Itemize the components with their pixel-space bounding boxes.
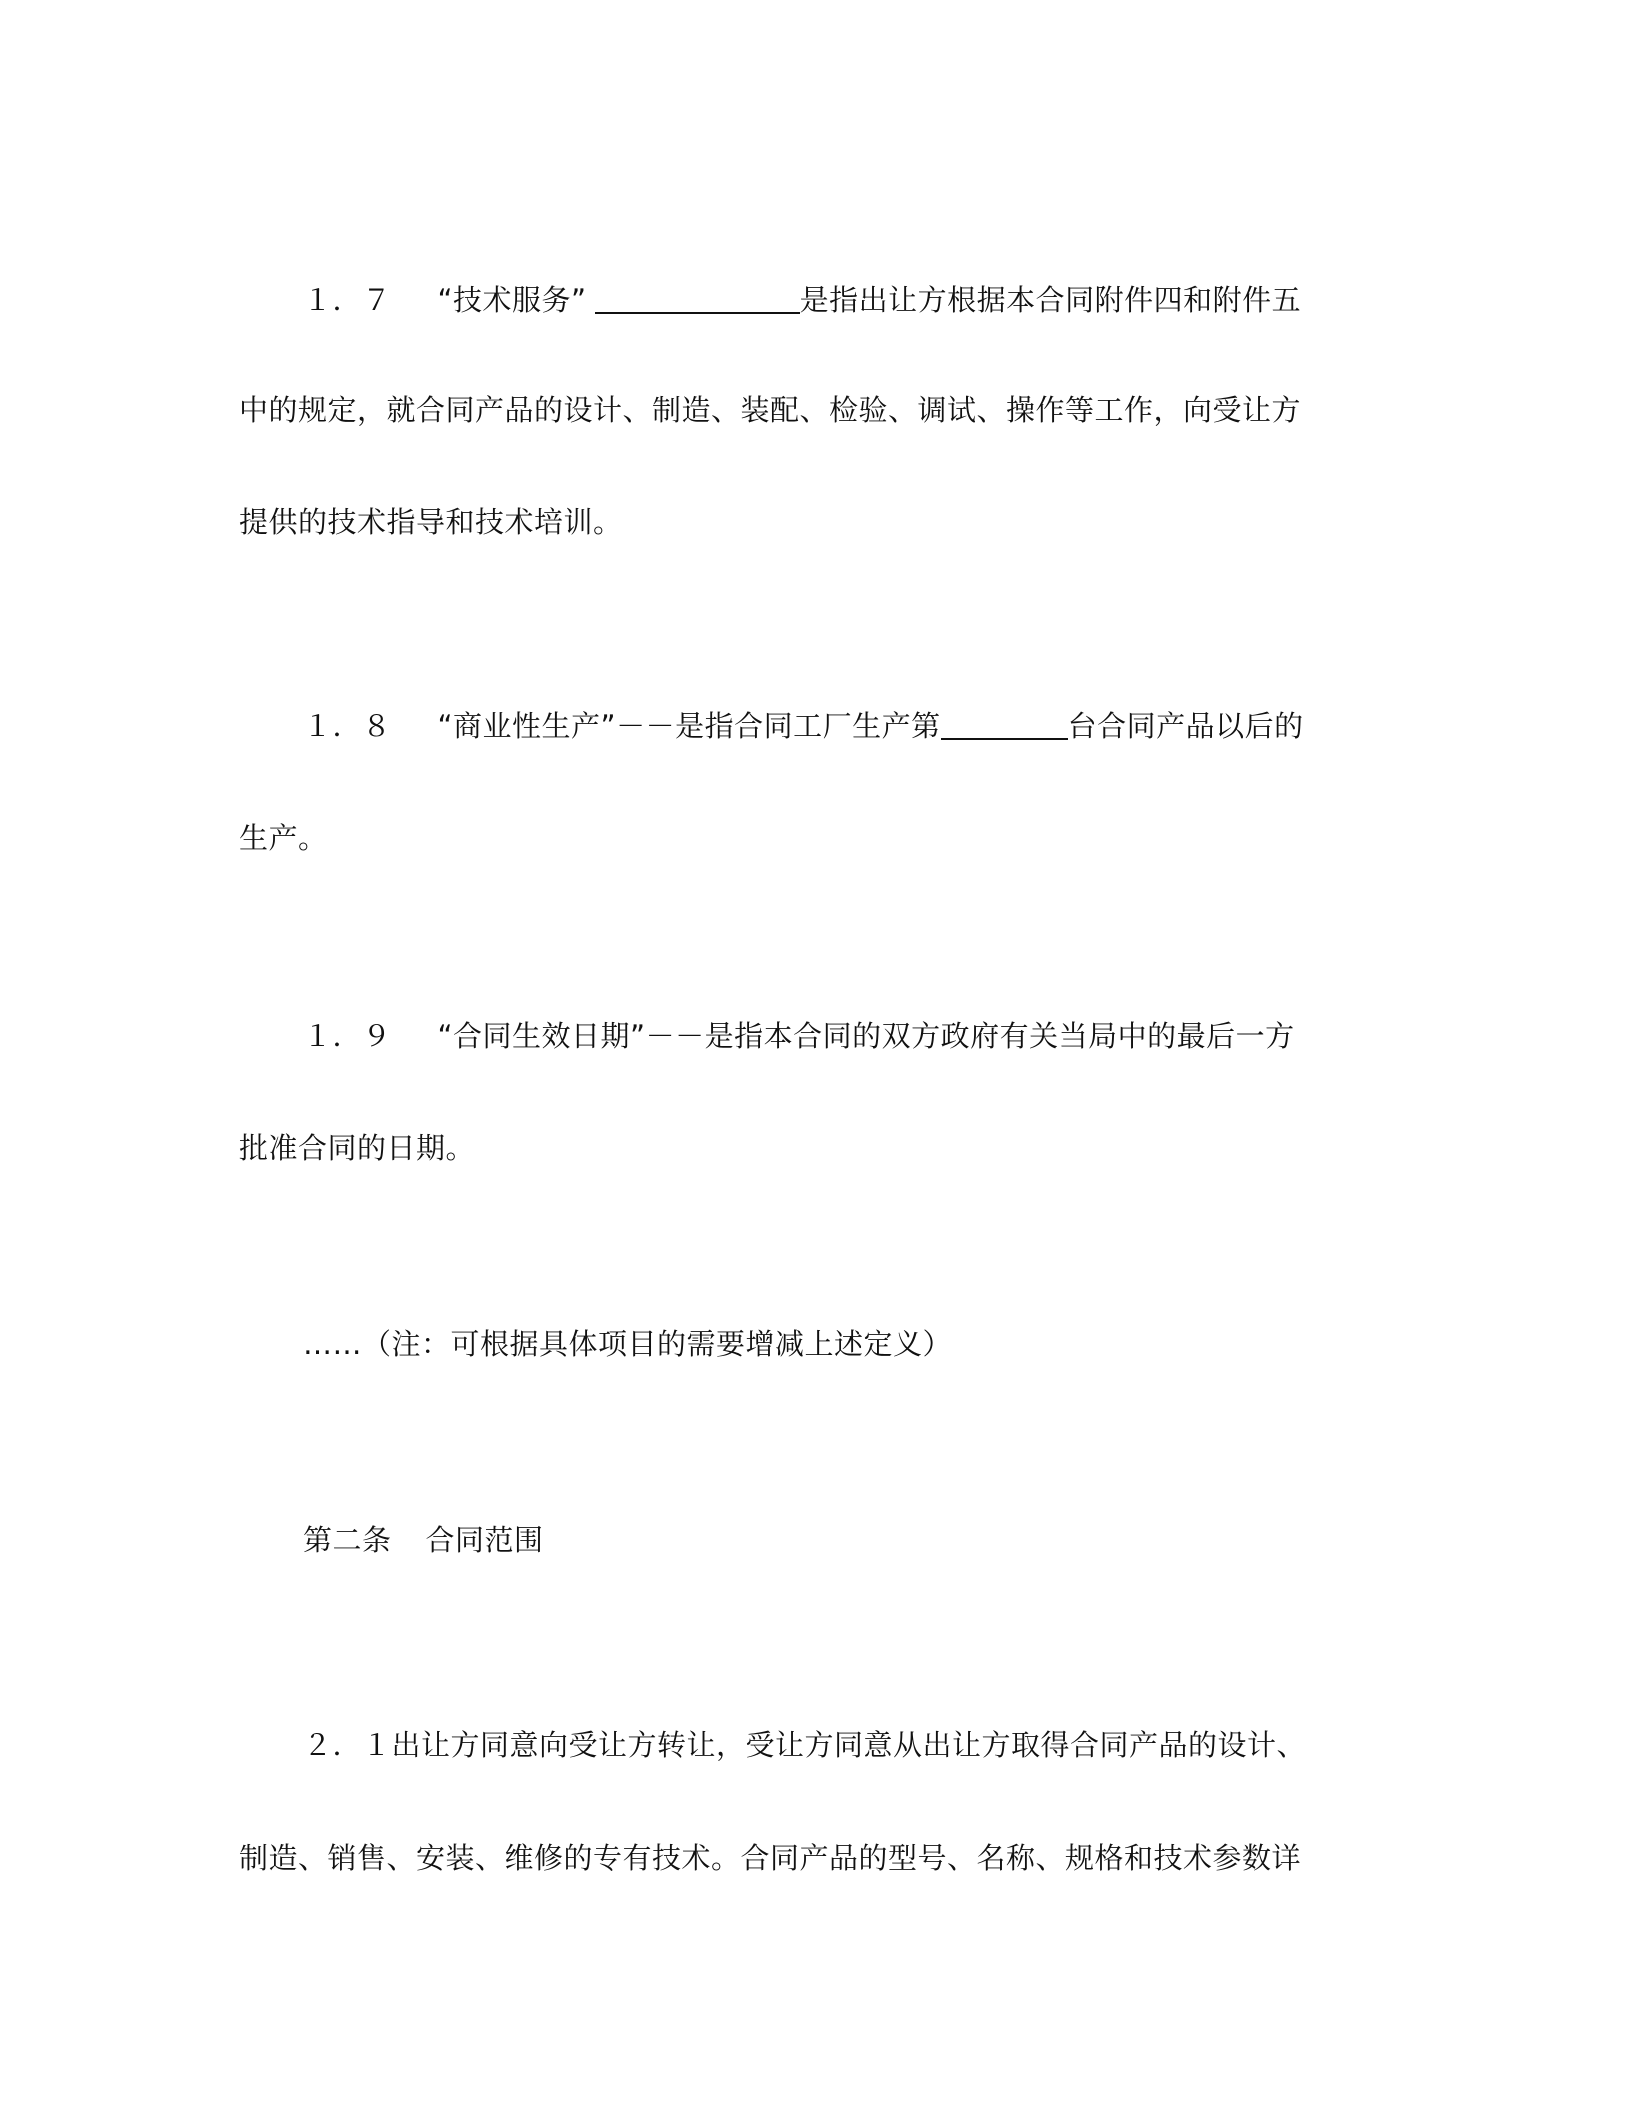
article-label: 第二条 xyxy=(303,1523,392,1557)
defined-term: “技术服务” xyxy=(437,283,587,317)
article-title: 合同范围 xyxy=(425,1523,544,1557)
clause-number: １．８ xyxy=(303,709,392,743)
fill-in-blank[interactable] xyxy=(941,708,1068,740)
clause-1-8-line-2: 生产。 xyxy=(239,821,328,855)
clause-number: １．９ xyxy=(303,1019,392,1053)
fill-in-blank[interactable] xyxy=(595,282,800,314)
clause-text: 是指出让方根据本合同附件四和附件五 xyxy=(799,283,1302,317)
clause-2-1-line-1: ２．１出让方同意向受让方转让，受让方同意从出让方取得合同产品的设计、 xyxy=(303,1728,1307,1762)
clause-text: “商业性生产”－－是指合同工厂生产第 xyxy=(437,709,941,743)
clause-1-7-line-1 xyxy=(303,280,1301,320)
clause-number: １．７ xyxy=(303,283,392,317)
clause-1-7-line-3: 提供的技术指导和技术培训。 xyxy=(239,505,623,539)
clause-1-8-line-1 xyxy=(303,706,1304,746)
clause-1-9-line-2: 批准合同的日期。 xyxy=(239,1131,476,1165)
clause-text: “合同生效日期”－－是指本合同的双方政府有关当局中的最后一方 xyxy=(437,1019,1295,1053)
article-heading xyxy=(303,1520,544,1560)
clause-text: 台合同产品以后的 xyxy=(1067,709,1304,743)
clause-2-1-line-2: 制造、销售、安装、维修的专有技术。合同产品的型号、名称、规格和技术参数详 xyxy=(239,1841,1302,1875)
clause-1-7-line-2: 中的规定，就合同产品的设计、制造、装配、检验、调试、操作等工作，向受让方 xyxy=(239,393,1302,427)
clause-1-9-line-1 xyxy=(303,1016,1295,1056)
note: ……（注：可根据具体项目的需要增减上述定义） xyxy=(303,1327,953,1361)
